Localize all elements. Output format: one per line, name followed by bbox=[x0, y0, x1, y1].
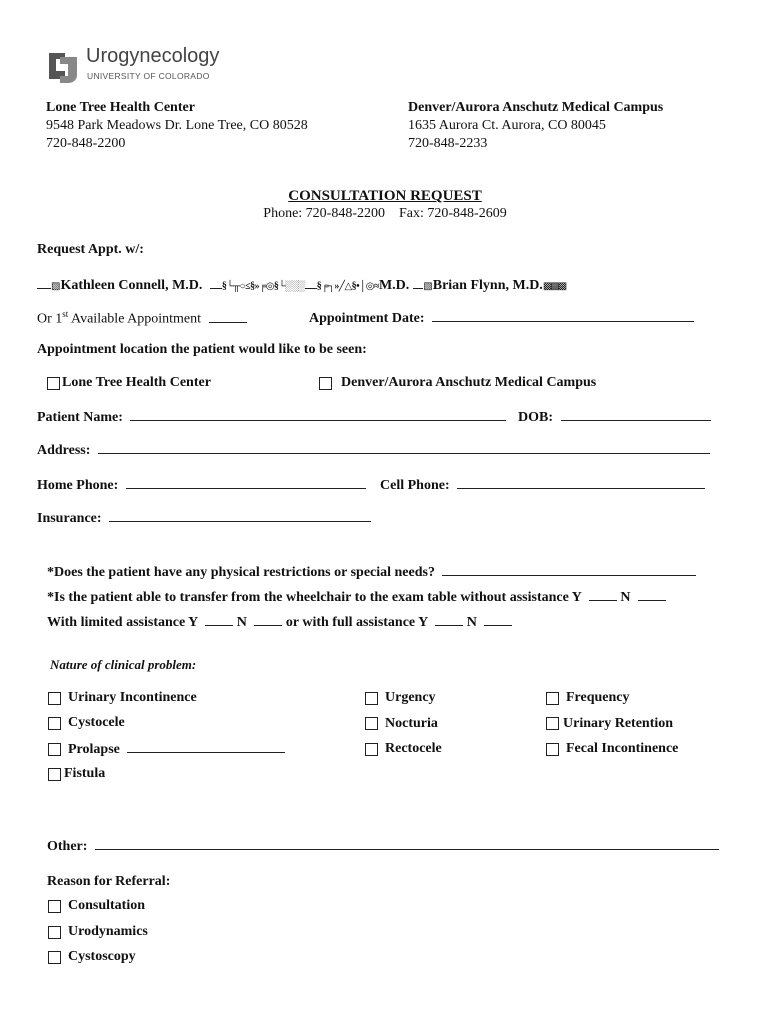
fecal-incontinence-checkbox[interactable] bbox=[546, 743, 559, 756]
full-yes-field[interactable] bbox=[435, 613, 463, 626]
urgency-label: Urgency bbox=[385, 690, 436, 705]
restrictions-field[interactable] bbox=[442, 563, 696, 576]
transfer-no-field[interactable] bbox=[638, 588, 666, 601]
cell-phone-field[interactable] bbox=[457, 476, 705, 489]
restrictions-row bbox=[47, 563, 696, 581]
left-location-address: 9548 Park Meadows Dr. Lone Tree, CO 80528 bbox=[46, 118, 308, 133]
first-available-field[interactable] bbox=[209, 310, 247, 323]
insurance-field[interactable] bbox=[109, 509, 371, 522]
request-label: Request Appt. w/: bbox=[37, 242, 144, 257]
urinary-incontinence-checkbox[interactable] bbox=[48, 692, 61, 705]
frequency-checkbox[interactable] bbox=[546, 692, 559, 705]
provider-kathleen-connell: Kathleen Connell, M.D. bbox=[60, 278, 203, 293]
appointment-date-label: Appointment Date: bbox=[309, 311, 425, 326]
cystoscopy-label: Cystoscopy bbox=[68, 949, 136, 964]
provider-trailing-mark: ▩▩▩ bbox=[542, 281, 566, 292]
provider-brian-flynn: Brian Flynn, M.D. bbox=[432, 278, 543, 293]
first-available-row bbox=[37, 309, 247, 328]
frequency-label: Frequency bbox=[566, 690, 630, 705]
rectocele-checkbox[interactable] bbox=[365, 743, 378, 756]
limited-assistance-label: With limited assistance Y bbox=[47, 615, 198, 630]
full-no-label: N bbox=[466, 615, 477, 630]
cystocele-checkbox[interactable] bbox=[48, 717, 61, 730]
provider-checkbox-glyph-2: ▧ bbox=[423, 281, 433, 292]
right-location-name: Denver/Aurora Anschutz Medical Campus bbox=[408, 100, 664, 115]
clinical-problem-heading: Nature of clinical problem: bbox=[50, 657, 197, 672]
address-field[interactable] bbox=[98, 441, 710, 454]
restrictions-question: *Does the patient have any physical restrictions or special needs? bbox=[47, 565, 435, 580]
logo-subtitle: UNIVERSITY OF COLORADO bbox=[87, 71, 210, 81]
urinary-retention-checkbox[interactable] bbox=[546, 717, 559, 730]
patient-name-row bbox=[37, 408, 506, 426]
appointment-date-field[interactable] bbox=[432, 309, 694, 322]
university-logo-icon bbox=[46, 49, 80, 85]
transfer-question: *Is the patient able to transfer from the wheelchair to the exam table without assistance Y bbox=[47, 590, 582, 605]
other-field[interactable] bbox=[95, 837, 719, 850]
patient-name-label: Patient Name: bbox=[37, 410, 123, 425]
limited-yes-field[interactable] bbox=[205, 613, 233, 626]
location-lone-tree-label: Lone Tree Health Center bbox=[62, 375, 211, 390]
full-assistance-label: or with full assistance Y bbox=[285, 615, 428, 630]
first-available-label: Available Appointment bbox=[68, 311, 202, 327]
logo-title: Urogynecology bbox=[86, 45, 220, 67]
provider-row bbox=[37, 276, 565, 294]
provider-blank-1[interactable] bbox=[37, 276, 51, 289]
other-row bbox=[47, 837, 719, 855]
nocturia-label: Nocturia bbox=[385, 716, 438, 731]
provider-md-suffix: M.D. bbox=[378, 278, 410, 293]
limited-no-label: N bbox=[236, 615, 247, 630]
cystoscopy-checkbox[interactable] bbox=[48, 951, 61, 964]
fecal-incontinence-label: Fecal Incontinence bbox=[566, 741, 679, 756]
address-row bbox=[37, 441, 710, 459]
prolapse-checkbox[interactable] bbox=[48, 743, 61, 756]
urinary-retention-label: Urinary Retention bbox=[563, 716, 674, 731]
patient-name-field[interactable] bbox=[130, 408, 506, 421]
cell-phone-label: Cell Phone: bbox=[380, 478, 450, 493]
prolapse-field[interactable] bbox=[127, 740, 285, 753]
insurance-label: Insurance: bbox=[37, 511, 102, 526]
location-question: Appointment location the patient would like to be seen: bbox=[37, 342, 367, 357]
prolapse-label: Prolapse bbox=[68, 742, 120, 757]
provider-blank-2[interactable] bbox=[210, 276, 222, 289]
provider-garbled-text-2: §╒┐»╱△§•│◎≈ bbox=[316, 281, 379, 292]
fistula-checkbox[interactable] bbox=[48, 768, 61, 781]
consultation-label: Consultation bbox=[68, 898, 146, 913]
other-label: Other: bbox=[47, 839, 88, 854]
reason-heading: Reason for Referral: bbox=[47, 874, 171, 889]
insurance-row bbox=[37, 509, 371, 527]
consultation-checkbox[interactable] bbox=[48, 900, 61, 913]
location-denver-checkbox[interactable] bbox=[319, 377, 332, 390]
dob-label: DOB: bbox=[518, 410, 553, 425]
first-available-sup: st bbox=[62, 309, 69, 319]
home-phone-row bbox=[37, 476, 366, 494]
urinary-incontinence-label: Urinary Incontinence bbox=[68, 690, 197, 705]
appointment-date-row bbox=[309, 309, 694, 327]
right-location-address: 1635 Aurora Ct. Aurora, CO 80045 bbox=[408, 118, 606, 133]
left-location-name: Lone Tree Health Center bbox=[46, 100, 195, 115]
address-label: Address: bbox=[37, 443, 91, 458]
provider-blank-4[interactable] bbox=[413, 276, 423, 289]
location-lone-tree-checkbox[interactable] bbox=[47, 377, 60, 390]
urodynamics-label: Urodynamics bbox=[68, 924, 148, 939]
transfer-yes-field[interactable] bbox=[589, 588, 617, 601]
nocturia-checkbox[interactable] bbox=[365, 717, 378, 730]
rectocele-label: Rectocele bbox=[385, 741, 442, 756]
right-location-phone: 720-848-2233 bbox=[408, 136, 488, 151]
form-title: CONSULTATION REQUEST bbox=[288, 188, 482, 204]
left-location-phone: 720-848-2200 bbox=[46, 136, 126, 151]
dob-row bbox=[518, 408, 711, 426]
provider-garbled-text-1: §└╥○≤§»╒◎§└░░░ bbox=[221, 281, 305, 292]
fistula-label: Fistula bbox=[64, 766, 106, 781]
limited-no-field[interactable] bbox=[254, 613, 282, 626]
first-available-prefix: Or 1 bbox=[37, 311, 63, 327]
cell-phone-row bbox=[380, 476, 705, 494]
urgency-checkbox[interactable] bbox=[365, 692, 378, 705]
urodynamics-checkbox[interactable] bbox=[48, 926, 61, 939]
assistance-row bbox=[47, 613, 512, 631]
prolapse-row bbox=[68, 740, 285, 758]
home-phone-label: Home Phone: bbox=[37, 478, 119, 493]
transfer-no-label: N bbox=[620, 590, 631, 605]
provider-checkbox-glyph: ▧ bbox=[51, 281, 61, 292]
location-denver-label: Denver/Aurora Anschutz Medical Campus bbox=[341, 375, 597, 390]
cystocele-label: Cystocele bbox=[68, 715, 125, 730]
full-no-field[interactable] bbox=[484, 613, 512, 626]
transfer-row bbox=[47, 588, 666, 606]
dob-field[interactable] bbox=[561, 408, 711, 421]
form-contact: Phone: 720-848-2200 Fax: 720-848-2609 bbox=[263, 206, 507, 221]
provider-blank-3[interactable] bbox=[305, 276, 317, 289]
home-phone-field[interactable] bbox=[126, 476, 366, 489]
